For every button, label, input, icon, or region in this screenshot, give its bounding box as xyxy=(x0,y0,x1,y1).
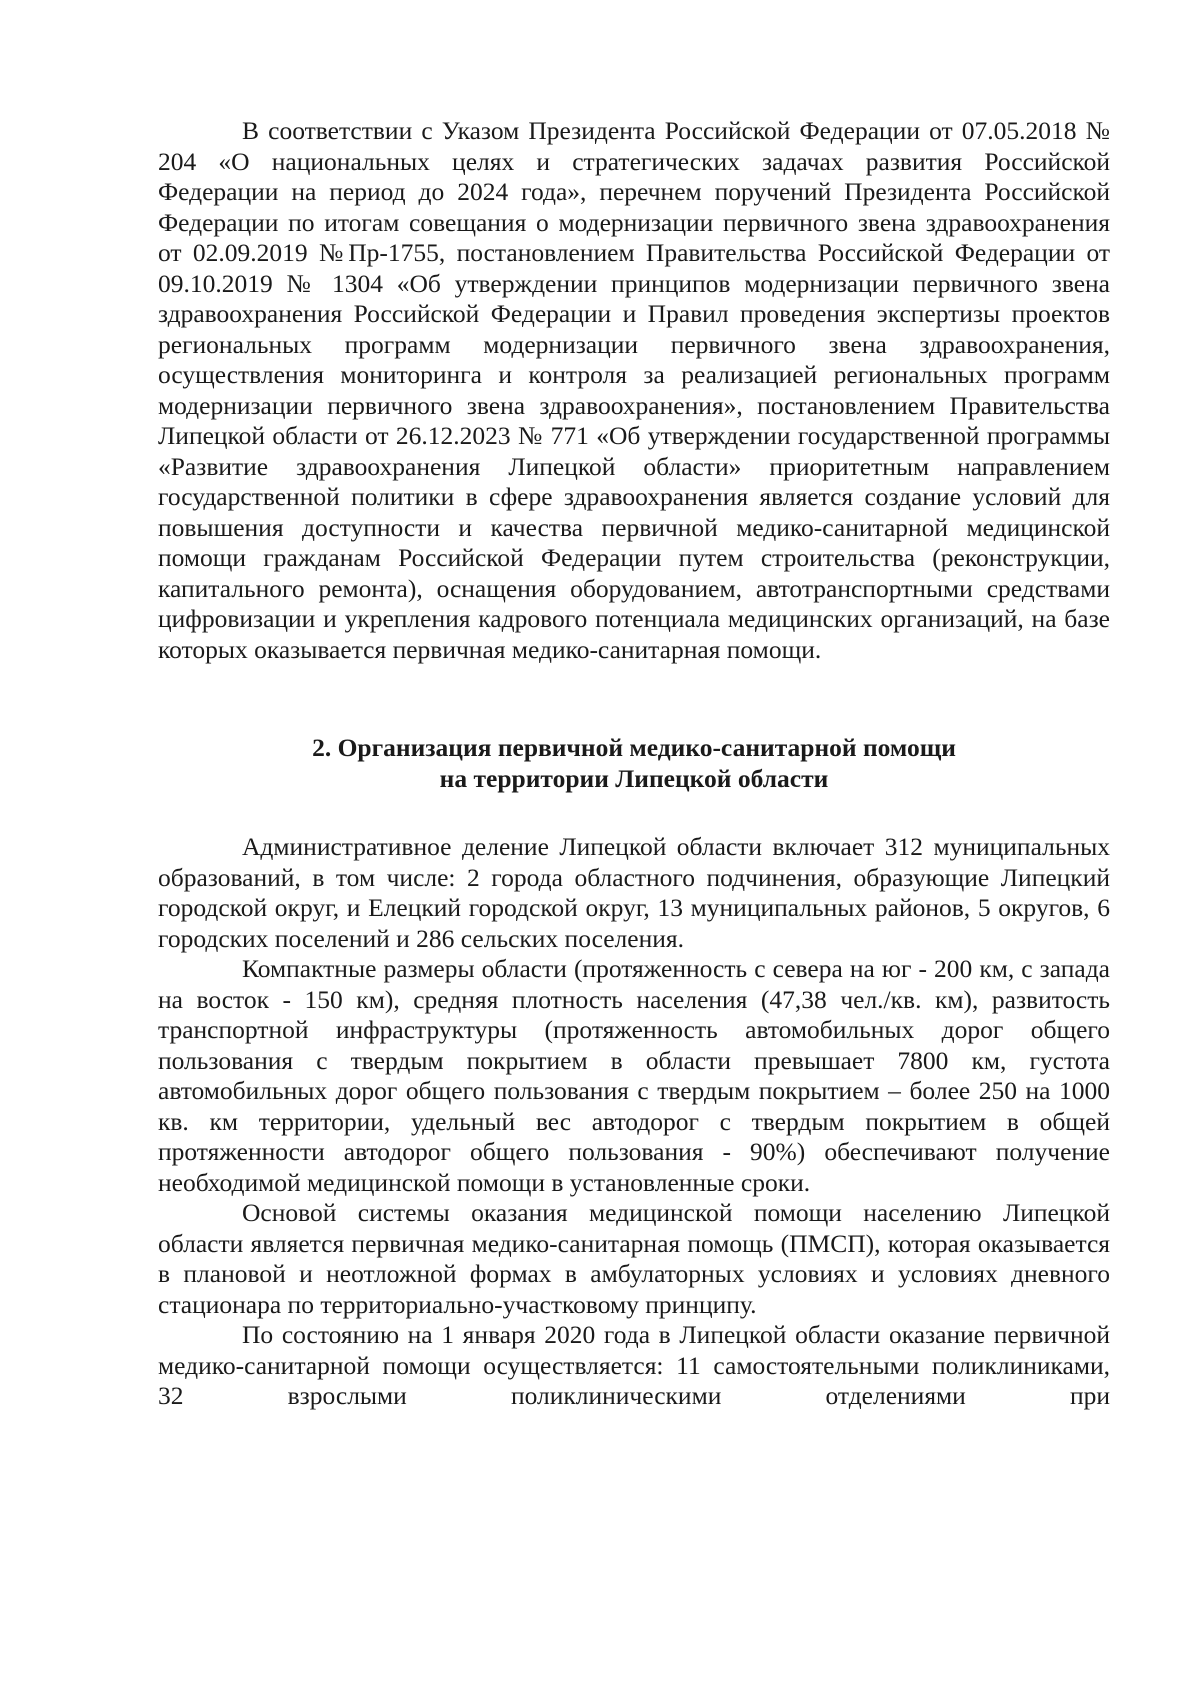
intro-paragraph: В соответствии с Указом Президента Российской Федерации от 07.05.2018 № 204 «О национальных целях и стратегических задачах развития Российской Федерации на период до 2024 года», перечнем поручений Президента Российской Федерации по итогам совещания о модернизации первичного звена здравоохранения от 02.09.2019 №Пр-1755, постановлением Правительства Российской Федерации от 09.10.2019 № 1304 «Об утверждении принципов модернизации первичного звена здравоохранения Российской Федерации и Правил проведения экспертизы проектов региональных программ модернизации первичного звена здравоохранения, осуществления мониторинга и контроля за реализацией региональных программ модернизации первичного звена здравоохранения», постановлением Правительства Липецкой области от 26.12.2023 № 771 «Об утверждении государственной программы «Развитие здравоохранения Липецкой области» приоритетным направлением государственной политики в сфере здравоохранения является создание условий для повышения доступности и качества первичной медико-санитарной медицинской помощи гражданам Российской Федерации путем строительства (реконструкции, капитального ремонта), оснащения оборудованием, автотранспортными средствами цифровизации и укрепления кадрового потенциала медицинских организаций, на базе которых оказывается первичная медико-санитарная помощи. xyxy=(158,116,1110,664)
paragraph-compact-size: Компактные размеры области (протяженность с севера на юг - 200 км, с запада на восток - 150 км), средняя плотность населения (47,38 чел./кв. км), развитость транспортной инфраструктуры (протяженность автомобильных дорог общего пользования с твердым покрытием в области превышает 7800 км, густота автомобильных дорог общего пользования с твердым покрытием – более 250 на 1000 кв. км территории, удельный вес автодорог с твердым покрытием в общей протяженности автодорог общего пользования - 90%) обеспечивают получение необходимой медицинской помощи в установленные сроки. xyxy=(158,954,1110,1197)
paragraph-pmsp-basis: Основой системы оказания медицинской помощи населению Липецкой области является первичная медико-санитарная помощь (ПМСП), которая оказывается в плановой и неотложной формах в амбулаторных условиях и условиях дневного стационара по территориально-участковому принципу. xyxy=(158,1198,1110,1319)
paragraph-status-2020: По состоянию на 1 января 2020 года в Липецкой области оказание первичной медико-санитарной помощи осуществляется: 11 самостоятельными поликлиниками, 32 взрослыми поликлиническими отделениями при xyxy=(158,1320,1110,1410)
section-heading xyxy=(158,733,1110,794)
section-heading-line-2: на территории Липецкой области xyxy=(439,763,829,793)
paragraph-administrative-division: Административное деление Липецкой области включает 312 муниципальных образований, в том числе: 2 города областного подчинения, образующие Липецкий городской округ, и Елецкий городской округ, 13 муниципальных районов, 5 округов, 6 городских поселений и 286 сельских поселения. xyxy=(158,832,1110,953)
section-heading-line-1: 2. Организация первичной медико-санитарной помощи xyxy=(312,733,956,762)
document-body xyxy=(158,116,1110,1412)
